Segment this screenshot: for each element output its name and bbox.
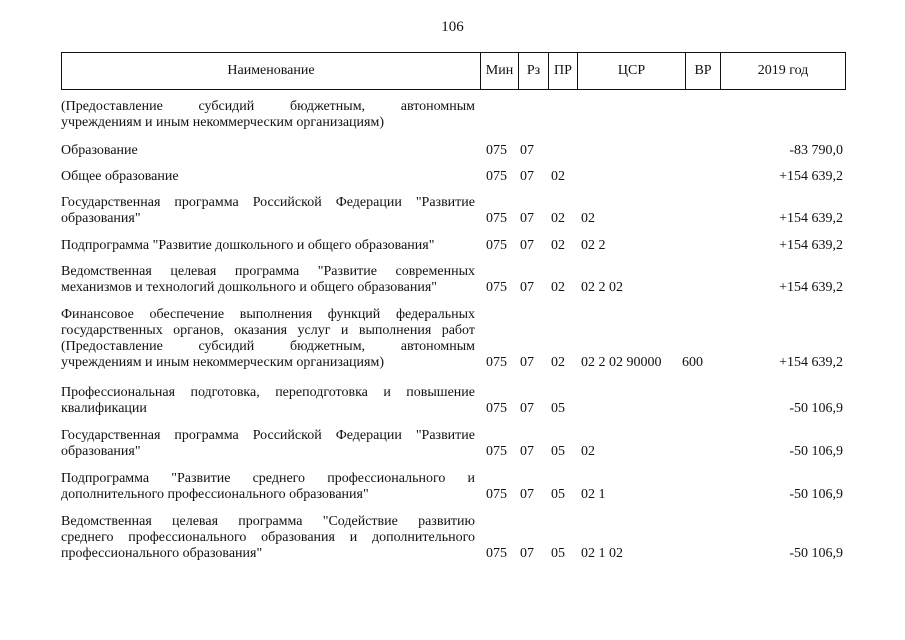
row-csr: 02 1 02	[581, 546, 623, 561]
row-vr: 600	[682, 355, 703, 370]
row-sum: -83 790,0	[789, 143, 843, 158]
row-pr: 05	[551, 546, 565, 561]
row-rz: 07	[520, 238, 534, 253]
row-name	[61, 238, 475, 254]
row-csr: 02 2 02 90000	[581, 355, 662, 370]
header-pr: ПР	[548, 53, 577, 89]
table-row	[61, 514, 846, 562]
row-sum: +154 639,2	[779, 169, 843, 184]
row-name-line: профессионального образования"	[61, 546, 263, 561]
row-min: 075	[486, 169, 507, 184]
row-name-line: образования"	[61, 211, 141, 226]
row-pr: 02	[551, 355, 565, 370]
table-row	[61, 238, 846, 254]
row-rz: 07	[520, 444, 534, 459]
header-year: 2019 год	[720, 53, 845, 89]
table-row	[61, 143, 846, 159]
row-name-line: Ведомственная целевая программа "Развитие современных	[61, 264, 475, 279]
row-name-line: государственных органов, оказания услуг и выполнения работ	[61, 323, 475, 338]
row-name-line: Общее образование	[61, 169, 179, 184]
row-name-line: (Предоставление субсидий бюджетным, автономным	[61, 99, 475, 114]
row-min: 075	[486, 401, 507, 416]
row-name-line: Финансовое обеспечение выполнения функций федеральных	[61, 307, 475, 322]
row-csr: 02	[581, 211, 595, 226]
row-sum: -50 106,9	[789, 401, 843, 416]
row-rz: 07	[520, 401, 534, 416]
row-csr: 02 2 02	[581, 280, 623, 295]
row-rz: 07	[520, 211, 534, 226]
row-sum: +154 639,2	[779, 280, 843, 295]
table-row	[61, 307, 846, 371]
row-sum: -50 106,9	[789, 487, 843, 502]
row-min: 075	[486, 546, 507, 561]
row-name-line: среднего профессионального образования и дополнительного	[61, 530, 475, 545]
row-name-line: учреждениям и иным некоммерческим организациям)	[61, 115, 385, 130]
row-pr: 05	[551, 487, 565, 502]
table-row	[61, 385, 846, 417]
row-rz: 07	[520, 280, 534, 295]
row-name-line: Образование	[61, 143, 138, 158]
row-rz: 07	[520, 355, 534, 370]
header-min: Мин	[480, 53, 518, 89]
row-rz: 07	[520, 169, 534, 184]
row-csr: 02 1	[581, 487, 606, 502]
row-min: 075	[486, 355, 507, 370]
row-name-line: Подпрограмма "Развитие дошкольного и общего образования"	[61, 238, 435, 253]
row-name	[61, 169, 475, 185]
row-rz: 07	[520, 143, 534, 158]
table-row	[61, 195, 846, 227]
row-csr: 02 2	[581, 238, 606, 253]
row-name-line: квалификации	[61, 401, 147, 416]
header-vr: ВР	[685, 53, 720, 89]
row-name-line: Ведомственная целевая программа "Содействие развитию	[61, 514, 475, 529]
row-sum: -50 106,9	[789, 444, 843, 459]
header-rz: Рз	[518, 53, 548, 89]
table-row	[61, 169, 846, 185]
row-min: 075	[486, 143, 507, 158]
row-sum: +154 639,2	[779, 211, 843, 226]
row-name-line: Профессиональная подготовка, переподготовка и повышение	[61, 385, 475, 400]
row-name	[61, 143, 475, 159]
row-pr: 02	[551, 280, 565, 295]
table-row	[61, 428, 846, 460]
row-min: 075	[486, 487, 507, 502]
row-name-line: Государственная программа Российской Федерации "Развитие	[61, 195, 475, 210]
table-row	[61, 471, 846, 503]
row-name	[61, 514, 475, 562]
row-min: 075	[486, 444, 507, 459]
row-pr: 02	[551, 211, 565, 226]
row-name-line: механизмов и технологий дошкольного и общего образования"	[61, 280, 437, 295]
table-header	[61, 52, 846, 90]
row-name-line: (Предоставление субсидий бюджетным, автономным	[61, 339, 475, 354]
row-rz: 07	[520, 487, 534, 502]
row-name	[61, 99, 475, 131]
row-min: 075	[486, 280, 507, 295]
row-name	[61, 307, 475, 371]
header-csr: ЦСР	[577, 53, 685, 89]
table-row	[61, 264, 846, 296]
table-row	[61, 99, 846, 131]
row-rz: 07	[520, 546, 534, 561]
row-name	[61, 428, 475, 460]
row-name-line: образования"	[61, 444, 141, 459]
row-name-line: Подпрограмма "Развитие среднего профессионального и	[61, 471, 475, 486]
row-csr: 02	[581, 444, 595, 459]
row-pr: 05	[551, 401, 565, 416]
row-name	[61, 195, 475, 227]
header-name: Наименование	[227, 63, 315, 78]
row-name	[61, 264, 475, 296]
page-number: 106	[441, 19, 464, 35]
row-min: 075	[486, 211, 507, 226]
row-name	[61, 385, 475, 417]
row-sum: +154 639,2	[779, 238, 843, 253]
row-pr: 02	[551, 169, 565, 184]
row-sum: -50 106,9	[789, 546, 843, 561]
row-name-line: учреждениям и иным некоммерческим организациям)	[61, 355, 385, 370]
row-name-line: Государственная программа Российской Федерации "Развитие	[61, 428, 475, 443]
row-pr: 05	[551, 444, 565, 459]
row-name	[61, 471, 475, 503]
row-min: 075	[486, 238, 507, 253]
row-sum: +154 639,2	[779, 355, 843, 370]
row-pr: 02	[551, 238, 565, 253]
row-name-line: дополнительного профессионального образования"	[61, 487, 369, 502]
